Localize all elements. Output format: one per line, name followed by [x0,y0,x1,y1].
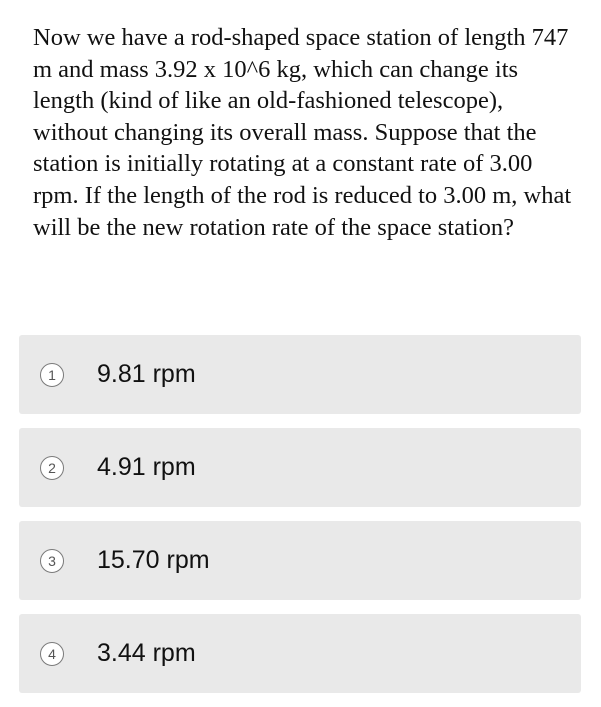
option-label: 4.91 rpm [97,452,196,481]
answer-option-3[interactable] [19,521,581,600]
answer-option-4[interactable] [19,614,581,693]
option-number-badge: 1 [40,363,64,387]
answer-option-1[interactable] [19,335,581,414]
option-number-badge: 4 [40,642,64,666]
question-text: Now we have a rod-shaped space station of length 747 m and mass 3.92 x 10^6 kg, which can change its length (kind of like an old-fashioned telescope), without changing its overall mass. Suppose that the station is initially rotating at a constant rate of 3.00 rpm. If the length of the rod is reduced to 3.00 m, what will be the new rotation rate of the space station? [33,24,572,241]
option-number-badge: 2 [40,456,64,480]
answer-options [19,335,581,707]
option-label: 3.44 rpm [97,638,196,667]
option-number-badge: 3 [40,549,64,573]
answer-option-2[interactable] [19,428,581,507]
option-label: 9.81 rpm [97,359,196,388]
option-label: 15.70 rpm [97,545,210,574]
